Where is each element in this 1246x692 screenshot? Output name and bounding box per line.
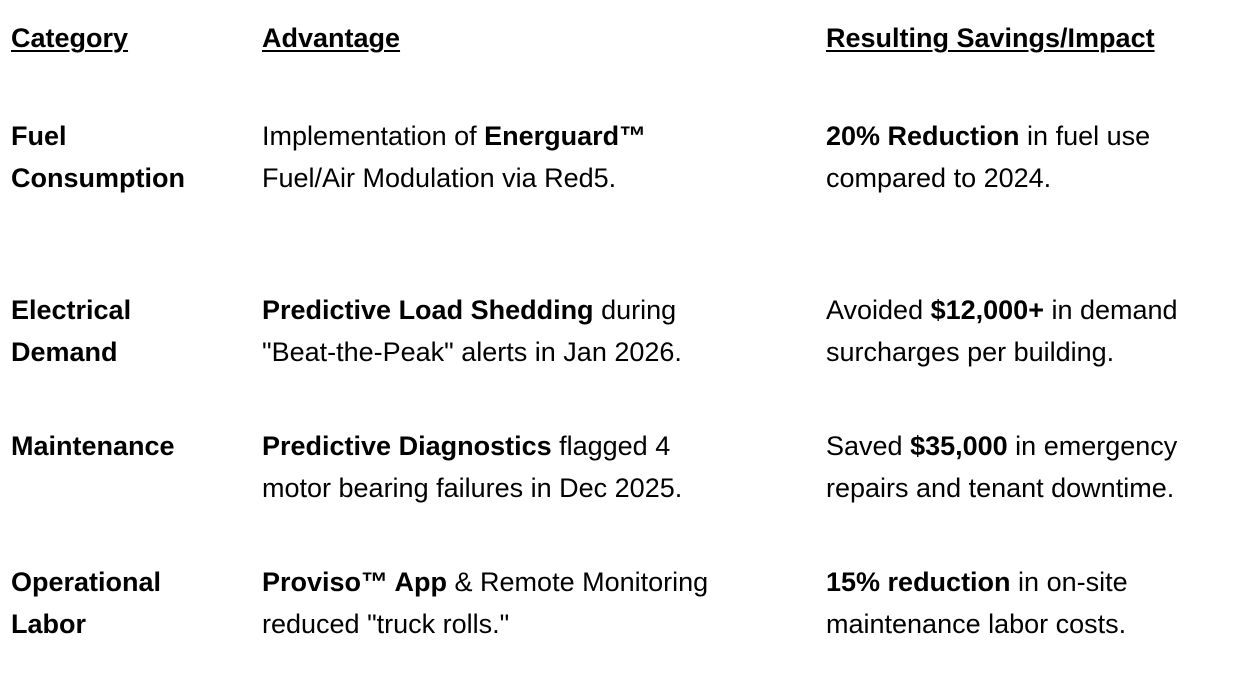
header-advantage: Advantage bbox=[262, 23, 401, 53]
impact-cell bbox=[826, 561, 1241, 645]
impact-cell bbox=[826, 425, 1241, 509]
advantage-text: flagged 4 bbox=[551, 431, 671, 461]
advantage-line: motor bearing failures in Dec 2025. bbox=[262, 473, 683, 503]
advantage-cell bbox=[262, 561, 812, 645]
advantage-line: "Beat-the-Peak" alerts in Jan 2026. bbox=[262, 337, 682, 367]
category-cell bbox=[11, 115, 251, 199]
advantage-cell bbox=[262, 425, 812, 509]
header-impact: Resulting Savings/Impact bbox=[826, 23, 1155, 53]
category-line: Demand bbox=[11, 337, 118, 367]
advantage-line: Fuel/Air Modulation via Red5. bbox=[262, 163, 617, 193]
impact-text: Saved bbox=[826, 431, 911, 461]
impact-highlight: 15% reduction bbox=[826, 567, 1011, 597]
advantage-cell bbox=[262, 289, 812, 373]
impact-line bbox=[826, 561, 1241, 603]
category-line: Operational bbox=[11, 567, 162, 597]
impact-text: in fuel use bbox=[1019, 121, 1151, 151]
category-cell bbox=[11, 289, 251, 373]
advantage-line bbox=[262, 425, 812, 467]
impact-text: in demand bbox=[1043, 295, 1178, 325]
advantage-line bbox=[262, 289, 812, 331]
impact-line bbox=[826, 425, 1241, 467]
advantage-line bbox=[262, 115, 812, 157]
advantage-highlight: Predictive Load Shedding bbox=[262, 295, 594, 325]
impact-highlight: 20% Reduction bbox=[826, 121, 1020, 151]
category-cell bbox=[11, 425, 251, 467]
impact-cell bbox=[826, 289, 1241, 373]
category-cell bbox=[11, 561, 251, 645]
impact-highlight: $12,000+ bbox=[930, 295, 1044, 325]
advantage-text: & Remote Monitoring bbox=[447, 567, 709, 597]
advantage-text: Implementation of bbox=[262, 121, 485, 151]
advantage-cell bbox=[262, 115, 812, 199]
advantage-highlight: Predictive Diagnostics bbox=[262, 431, 552, 461]
impact-line: repairs and tenant downtime. bbox=[826, 473, 1175, 503]
impact-cell bbox=[826, 115, 1241, 199]
impact-line bbox=[826, 115, 1241, 157]
impact-line: maintenance labor costs. bbox=[826, 609, 1127, 639]
advantage-line bbox=[262, 561, 812, 603]
impact-line: compared to 2024. bbox=[826, 163, 1052, 193]
category-line: Electrical bbox=[11, 295, 132, 325]
advantage-line: reduced "truck rolls." bbox=[262, 609, 510, 639]
impact-text: Avoided bbox=[826, 295, 931, 325]
impact-line bbox=[826, 289, 1241, 331]
impact-text: in on-site bbox=[1010, 567, 1128, 597]
impact-text: in emergency bbox=[1007, 431, 1178, 461]
category-line: Consumption bbox=[11, 163, 185, 193]
impact-line: surcharges per building. bbox=[826, 337, 1115, 367]
category-line: Labor bbox=[11, 609, 87, 639]
category-line: Fuel bbox=[11, 121, 67, 151]
header-category: Category bbox=[11, 23, 129, 53]
advantage-highlight: Proviso™ App bbox=[262, 567, 448, 597]
advantage-highlight: Energuard™ bbox=[484, 121, 647, 151]
category-line: Maintenance bbox=[11, 431, 175, 461]
advantage-text: during bbox=[593, 295, 677, 325]
impact-highlight: $35,000 bbox=[910, 431, 1008, 461]
